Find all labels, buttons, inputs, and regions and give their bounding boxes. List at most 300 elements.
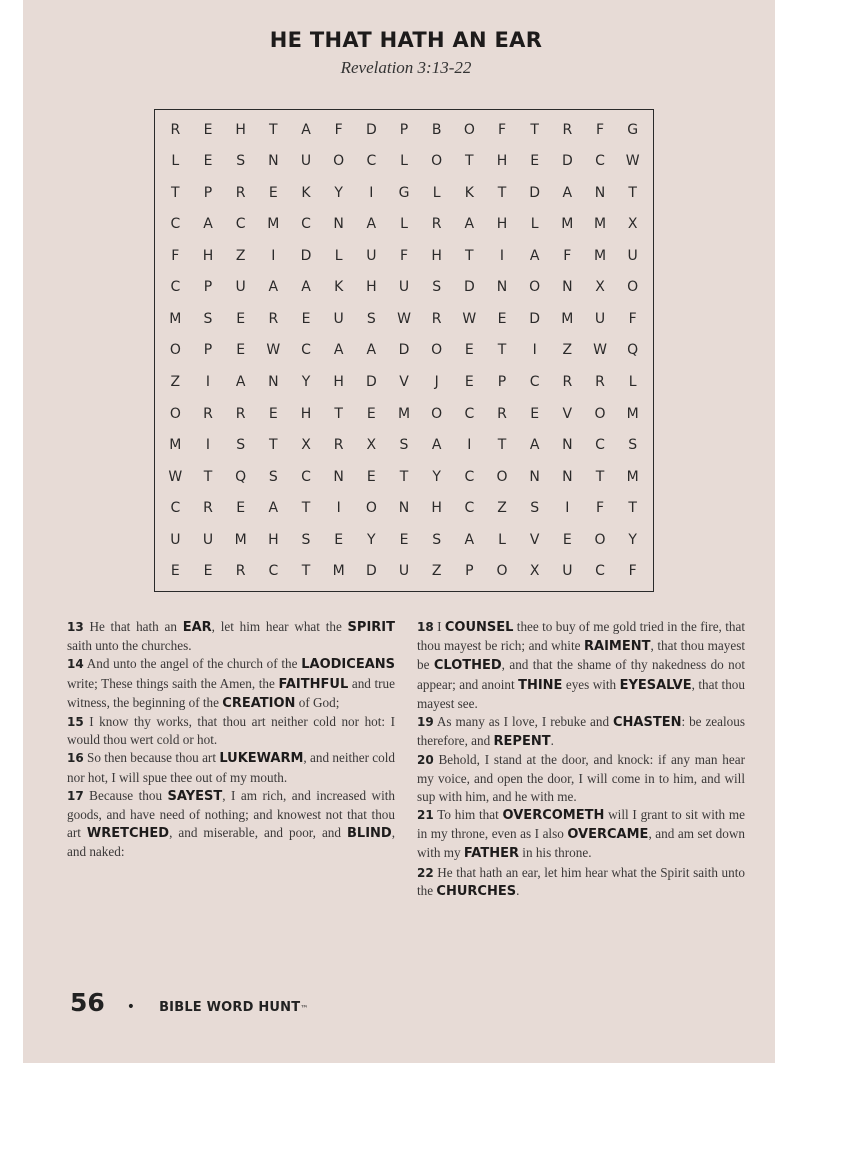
hidden-word: LAODICEANS — [301, 657, 395, 673]
verse-number: 16 — [67, 751, 84, 766]
grid-letter: H — [431, 247, 442, 264]
grid-letter: G — [627, 121, 639, 138]
grid-letter: R — [562, 121, 573, 138]
grid-letter: J — [434, 374, 439, 391]
grid-letter: U — [627, 247, 638, 264]
grid-letter: B — [431, 121, 442, 138]
grid-letter: R — [235, 563, 246, 580]
verses-right-column — [417, 618, 745, 901]
grid-letter: I — [205, 437, 211, 454]
grid-letter: N — [496, 279, 508, 296]
grid-letter: S — [268, 468, 278, 485]
grid-letter: Q — [627, 342, 639, 359]
grid-letter: P — [203, 279, 213, 296]
verse-paragraph — [67, 749, 395, 786]
hidden-word: CHASTEN — [613, 715, 682, 731]
verse-number: 19 — [417, 715, 434, 730]
grid-letter: Z — [497, 500, 507, 517]
grid-letter: A — [333, 342, 344, 359]
grid-letter: E — [236, 500, 246, 517]
verse-number: 15 — [67, 715, 84, 730]
grid-letter: E — [203, 121, 213, 138]
grid-letter: S — [203, 310, 213, 327]
grid-letter: M — [593, 247, 607, 264]
verse-text: Behold, I stand at the door, and knock: if any man hear my voice, and open the door, I will come in to him, and will sup with him, and he with me. — [417, 752, 745, 804]
grid-letter: N — [333, 216, 344, 233]
grid-letter: I — [369, 184, 374, 201]
grid-letter: U — [333, 310, 344, 327]
grid-letter: I — [205, 374, 211, 391]
grid-letter: R — [170, 121, 181, 138]
grid-letter: E — [334, 531, 344, 548]
grid-letter: I — [565, 500, 570, 517]
grid-letter: R — [431, 216, 442, 233]
grid-letter: E — [530, 405, 540, 422]
grid-letter: H — [431, 500, 442, 517]
verse-number: 21 — [417, 808, 434, 823]
grid-letter: N — [268, 374, 279, 391]
hidden-word: OVERCOMETH — [502, 808, 605, 824]
grid-letter: O — [529, 279, 541, 296]
verse-text: As many as I love, I rebuke and — [433, 714, 613, 730]
verse-paragraph — [417, 864, 745, 901]
grid-letter: W — [266, 342, 281, 359]
grid-letter: T — [465, 153, 474, 170]
verse-number: 22 — [417, 865, 434, 880]
grid-letter: M — [267, 216, 280, 233]
grid-letter: T — [269, 121, 278, 138]
grid-letter: F — [334, 121, 343, 138]
grid-letter: M — [234, 531, 247, 548]
grid-letter: R — [203, 500, 213, 517]
grid-letter: L — [530, 216, 539, 233]
grid-letter: S — [530, 500, 540, 517]
grid-letter: Y — [301, 374, 311, 391]
word-search-grid — [154, 109, 654, 592]
verse-text: , and naked: — [67, 825, 395, 860]
grid-letter: Y — [367, 531, 376, 548]
verse-paragraph — [417, 618, 745, 713]
verse-text: , I am rich, and increased with goods, and have need of nothing; and knowest not that thou art — [67, 787, 395, 841]
hidden-word: BLIND — [347, 826, 392, 842]
grid-letter: S — [432, 279, 442, 296]
verse-paragraph — [417, 806, 745, 864]
verse-text: of God; — [295, 694, 340, 710]
grid-letter: L — [628, 374, 637, 391]
grid-letter: E — [464, 342, 474, 359]
hidden-word: EYESALVE — [619, 677, 692, 693]
grid-letter: O — [594, 405, 606, 422]
grid-letter: C — [366, 153, 377, 170]
hidden-word: SAYEST — [167, 788, 223, 804]
grid-letter: T — [301, 563, 311, 580]
verse-number: 17 — [67, 788, 84, 803]
grid-letter: L — [171, 153, 180, 170]
grid-letter: X — [627, 216, 638, 233]
verse-text: will I grant to sit with me in my throne, even as I also — [417, 807, 745, 842]
grid-letter: O — [431, 405, 443, 422]
hidden-word: CHURCHES — [436, 883, 517, 899]
grid-letter: R — [595, 374, 605, 391]
hidden-word: THINE — [518, 677, 563, 693]
grid-letter: N — [562, 468, 573, 485]
grid-letter: S — [236, 153, 246, 170]
grid-letter: H — [300, 405, 312, 422]
trademark-mark: ™ — [300, 1004, 309, 1013]
verse-paragraph — [67, 713, 395, 749]
verse-text: To him that — [433, 807, 503, 823]
hidden-word: COUNSEL — [444, 620, 514, 635]
grid-letter: C — [301, 342, 311, 359]
grid-letter: S — [432, 531, 442, 548]
grid-letter: C — [170, 500, 181, 517]
grid-letter: E — [236, 342, 246, 359]
grid-letter: H — [333, 374, 344, 391]
grid-letter: O — [496, 563, 508, 580]
grid-letter: F — [628, 310, 637, 327]
grid-letter: E — [497, 310, 507, 327]
verse-text: and true witness, the beginning of the — [67, 675, 395, 710]
grid-letter: U — [398, 279, 410, 296]
grid-letter: T — [399, 468, 409, 485]
verse-text: . — [550, 733, 554, 749]
hidden-word: EAR — [182, 620, 212, 635]
grid-letter: L — [432, 184, 441, 201]
grid-letter: Z — [235, 247, 246, 264]
grid-letter: D — [463, 279, 475, 296]
grid-letter: U — [366, 247, 377, 264]
grid-letter: P — [399, 121, 409, 138]
grid-letter: M — [169, 310, 182, 327]
grid-letter: A — [562, 184, 573, 201]
grid-letter: F — [497, 121, 507, 138]
grid-letter: E — [268, 405, 278, 422]
grid-letter: R — [497, 405, 507, 422]
grid-letter: E — [203, 563, 213, 580]
grid-letter: H — [202, 247, 214, 264]
verse-text: : be zealous therefore, and — [417, 714, 745, 749]
verse-paragraph — [67, 655, 395, 713]
grid-letter: N — [562, 437, 573, 454]
grid-letter: A — [464, 531, 475, 548]
grid-letter: E — [170, 563, 180, 580]
grid-letter: C — [170, 216, 181, 233]
grid-letter: L — [400, 153, 408, 170]
grid-letter: R — [562, 374, 573, 391]
page-footer — [70, 988, 308, 1017]
footer-bullet: • — [126, 999, 136, 1015]
grid-letter: I — [336, 500, 341, 517]
grid-letter: A — [529, 437, 540, 454]
verse-text: , that thou mayest see. — [417, 676, 745, 711]
grid-letter: M — [561, 310, 574, 327]
grid-letter: T — [628, 500, 637, 517]
book-title: BIBLE WORD HUNT — [159, 1000, 301, 1015]
grid-letter: X — [366, 437, 377, 454]
grid-letter: T — [530, 121, 539, 138]
grid-letter: E — [399, 531, 409, 548]
grid-letter: A — [366, 216, 377, 233]
verse-text: He that hath an ear, let him hear what the Spirit saith unto the — [417, 864, 745, 898]
grid-letter: O — [463, 121, 475, 138]
grid-letter: D — [529, 310, 541, 327]
grid-letter: T — [171, 184, 180, 201]
verses-left-column — [67, 618, 395, 862]
grid-letter: A — [366, 342, 377, 359]
grid-letter: W — [462, 310, 477, 327]
grid-letter: A — [464, 216, 475, 233]
grid-letter: C — [595, 563, 605, 580]
grid-letter: O — [594, 531, 606, 548]
grid-letter: O — [333, 153, 345, 170]
grid-letter: R — [235, 405, 246, 422]
grid-letter: M — [332, 563, 345, 580]
grid-letter: V — [562, 405, 573, 422]
grid-letter: V — [529, 531, 540, 548]
grid-letter: C — [595, 153, 605, 170]
grid-letter: K — [334, 279, 344, 296]
verse-text: I know thy works, that thou art neither cold nor hot: I would thou wert cold or hot. — [67, 714, 395, 748]
grid-letter: H — [366, 279, 377, 296]
hidden-word: WRETCHED — [86, 826, 170, 842]
grid-letter: I — [467, 437, 472, 454]
grid-letter: L — [498, 531, 506, 548]
grid-letter: I — [271, 247, 276, 264]
grid-letter: U — [170, 531, 181, 548]
grid-letter: P — [497, 374, 507, 391]
grid-letter: E — [530, 153, 540, 170]
grid-letter: T — [301, 500, 311, 517]
hidden-word: RAIMENT — [584, 639, 651, 655]
verse-number: 18 — [417, 620, 434, 634]
grid-letter: Y — [334, 184, 343, 201]
grid-letter: O — [169, 405, 181, 422]
verse-text: I — [433, 619, 445, 634]
grid-letter: P — [203, 342, 213, 359]
grid-letter: A — [268, 500, 279, 517]
verse-number: 13 — [67, 620, 84, 634]
grid-letter: S — [366, 310, 376, 327]
grid-letter: T — [497, 342, 507, 359]
grid-letter: S — [236, 437, 246, 454]
grid-letter: R — [431, 310, 442, 327]
grid-letter: N — [398, 500, 410, 517]
grid-letter: U — [562, 563, 573, 580]
grid-letter: U — [398, 563, 410, 580]
grid-letter: M — [626, 468, 639, 485]
verse-number: 14 — [67, 657, 84, 672]
grid-letter: D — [529, 184, 541, 201]
grid-letter: M — [626, 405, 639, 422]
grid-letter: E — [366, 468, 376, 485]
grid-letter: Z — [431, 563, 442, 580]
verse-text: , that thou mayest be — [417, 638, 745, 673]
grid-letter: A — [529, 247, 540, 264]
grid-letter: A — [235, 374, 246, 391]
grid-letter: Q — [235, 468, 247, 485]
verse-text: , and that the shame of thy nakedness do not appear; and anoint — [417, 657, 745, 692]
grid-letter: A — [301, 121, 311, 138]
grid-letter: I — [532, 342, 537, 359]
verse-text: , and miserable, and poor, and — [169, 825, 347, 841]
verse-paragraph — [417, 751, 745, 806]
grid-letter: T — [595, 468, 605, 485]
grid-letter: H — [235, 121, 246, 138]
verse-paragraph — [67, 787, 395, 862]
grid-letter: N — [562, 279, 573, 296]
verse-text: , and am set down with my — [417, 826, 745, 861]
grid-letter: D — [365, 121, 377, 138]
grid-letter: M — [169, 437, 182, 454]
grid-letter: E — [236, 310, 246, 327]
grid-letter: O — [431, 153, 443, 170]
grid-letter: D — [365, 563, 377, 580]
grid-letter: Y — [432, 468, 441, 485]
grid-letter: C — [529, 374, 540, 391]
grid-letter: O — [169, 342, 181, 359]
hidden-word: LUKEWARM — [219, 751, 304, 767]
verse-paragraph — [67, 618, 395, 655]
verse-text: And unto the angel of the church of the — [83, 656, 302, 672]
hidden-word: CREATION — [222, 695, 296, 711]
grid-letter: F — [628, 563, 637, 580]
grid-letter: V — [399, 374, 409, 391]
grid-letter: O — [431, 342, 443, 359]
grid-letter: D — [300, 247, 312, 264]
hidden-word: SPIRIT — [347, 620, 395, 635]
hidden-word: FAITHFUL — [278, 676, 349, 692]
grid-letter: T — [497, 437, 507, 454]
grid-letter: R — [235, 184, 246, 201]
grid-letter: K — [301, 184, 311, 201]
grid-letter: T — [203, 468, 213, 485]
grid-letter: C — [464, 468, 475, 485]
grid-letter: Z — [170, 374, 181, 391]
verse-text: Because thou — [83, 787, 168, 803]
grid-letter: E — [301, 310, 311, 327]
grid-letter: T — [465, 247, 474, 264]
grid-letter: F — [595, 121, 605, 138]
grid-letter: C — [464, 500, 475, 517]
verse-text: thee to buy of me gold tried in the fire, that thou mayest be rich; and white — [417, 619, 745, 654]
grid-letter: W — [593, 342, 607, 359]
grid-letter: X — [529, 563, 540, 580]
grid-letter: F — [595, 500, 605, 517]
grid-letter: T — [334, 405, 343, 422]
grid-letter: F — [563, 247, 572, 264]
grid-letter: D — [561, 153, 573, 170]
grid-letter: Y — [628, 531, 637, 548]
grid-letter: N — [333, 468, 344, 485]
grid-letter: R — [203, 405, 213, 422]
grid-letter: A — [203, 216, 213, 233]
hidden-word: FATHER — [463, 846, 519, 862]
hidden-word: OVERCAME — [567, 827, 649, 843]
grid-letter: O — [365, 500, 377, 517]
grid-letter: E — [203, 153, 213, 170]
grid-letter: E — [562, 531, 572, 548]
grid-letter: S — [399, 437, 409, 454]
grid-letter: T — [497, 184, 507, 201]
grid-letter: E — [268, 184, 278, 201]
grid-letter: T — [269, 437, 278, 454]
grid-letter: U — [300, 153, 312, 170]
verse-paragraph — [417, 713, 745, 751]
grid-letter: A — [268, 279, 279, 296]
grid-letter: S — [301, 531, 311, 548]
verse-text: write; These things saith the Amen, the — [67, 675, 279, 691]
grid-letter: L — [334, 247, 343, 264]
grid-letter: W — [397, 310, 411, 327]
grid-letter: F — [399, 247, 409, 264]
verse-text: . — [516, 882, 520, 898]
grid-letter: D — [398, 342, 410, 359]
grid-letter: T — [628, 184, 637, 201]
grid-letter: W — [625, 153, 640, 170]
grid-letter: O — [627, 279, 639, 296]
grid-letter: R — [333, 437, 344, 454]
grid-letter: O — [496, 468, 508, 485]
verse-number: 20 — [417, 753, 434, 768]
grid-letter: C — [235, 216, 246, 233]
grid-letter: N — [594, 184, 606, 201]
grid-letter: H — [496, 216, 508, 233]
grid-letter: N — [529, 468, 540, 485]
grid-letter: W — [168, 468, 183, 485]
verse-text: , and neither cold nor hot, I will spue thee out of my mouth. — [67, 750, 395, 785]
puzzle-title: HE THAT HATH AN EAR — [269, 28, 543, 52]
grid-letter: U — [594, 310, 606, 327]
grid-letter: G — [398, 184, 410, 201]
grid-letter: E — [464, 374, 474, 391]
grid-letter: F — [171, 247, 180, 264]
verse-text: , let him hear what the — [211, 619, 348, 634]
grid-letter: C — [301, 216, 311, 233]
grid-letter: P — [465, 563, 474, 580]
verse-text: saith unto the churches. — [67, 638, 192, 654]
grid-letter: U — [235, 279, 246, 296]
grid-letter: D — [365, 374, 377, 391]
grid-letter: C — [464, 405, 475, 422]
grid-letter: N — [268, 153, 279, 170]
grid-letter: H — [496, 153, 508, 170]
grid-letter: H — [268, 531, 279, 548]
grid-letter: A — [431, 437, 442, 454]
grid-letter: E — [366, 405, 376, 422]
grid-letter: I — [499, 247, 505, 264]
hidden-word: CLOTHED — [433, 658, 502, 674]
verse-text: So then because thou art — [83, 750, 220, 766]
grid-letter: R — [268, 310, 279, 327]
grid-letter: C — [170, 279, 181, 296]
grid-letter: P — [203, 184, 213, 201]
grid-letter: X — [595, 279, 605, 296]
grid-letter: S — [628, 437, 638, 454]
grid-letter: C — [301, 468, 311, 485]
verse-text: He that hath an — [83, 619, 183, 634]
grid-letter: L — [400, 216, 408, 233]
grid-letter: K — [464, 184, 474, 201]
verse-text: eyes with — [562, 676, 620, 692]
verse-text: in his throne. — [518, 845, 592, 861]
grid-letter: U — [202, 531, 214, 548]
page-number: 56 — [70, 988, 105, 1017]
hidden-word: REPENT — [493, 734, 551, 750]
grid-letter: Z — [562, 342, 573, 359]
grid-letter: X — [301, 437, 311, 454]
grid-letter: C — [268, 563, 279, 580]
grid-letter: C — [595, 437, 605, 454]
